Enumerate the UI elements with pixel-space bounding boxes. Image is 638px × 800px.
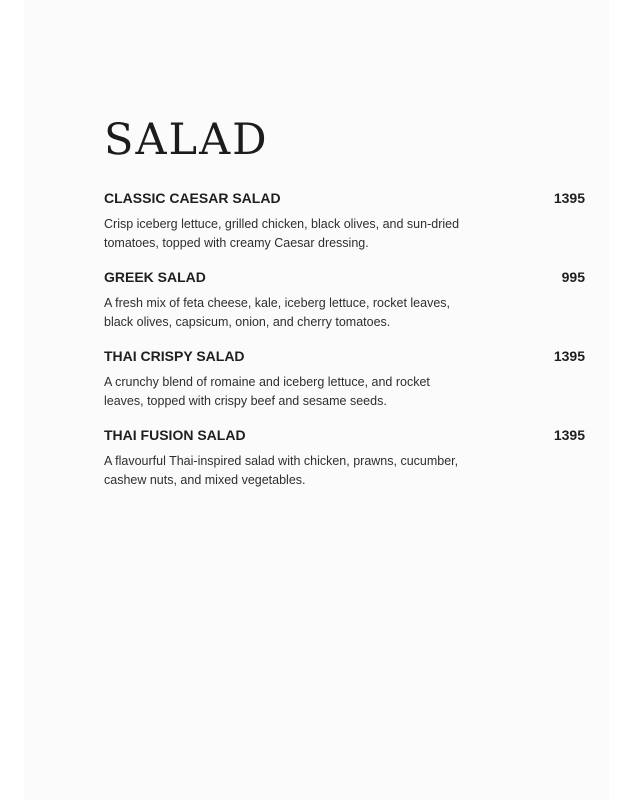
menu-item-description: A crunchy blend of romaine and iceberg lettuce, and rocket leaves, topped with crispy beef and sesame seeds. [104, 375, 430, 408]
menu-item-header [104, 348, 587, 372]
section-title: SALAD [104, 115, 269, 165]
menu-item [104, 269, 587, 332]
menu-page [24, 0, 609, 800]
menu-item-description: A flavourful Thai-inspired salad with chicken, prawns, cucumber, cashew nuts, and mixed vegetables. [104, 454, 459, 487]
menu-item-name: THAI FUSION SALAD [104, 427, 246, 443]
menu-item-name: GREEK SALAD [104, 269, 206, 285]
menu-item-price: 995 [561, 269, 585, 285]
menu-item [104, 348, 587, 411]
menu-item-description: A fresh mix of feta cheese, kale, iceberg lettuce, rocket leaves, black olives, capsicum, onion, and cherry tomatoes. [104, 296, 451, 329]
menu-item-name: THAI CRISPY SALAD [104, 348, 245, 364]
menu-item-price: 1395 [553, 427, 585, 443]
menu-item-price: 1395 [553, 348, 585, 364]
menu-item-name: CLASSIC CAESAR SALAD [104, 190, 281, 206]
menu-item-header [104, 269, 587, 293]
menu-item-price: 1395 [553, 190, 585, 206]
salad-menu-section [104, 114, 587, 506]
menu-item-description: Crisp iceberg lettuce, grilled chicken, black olives, and sun-dried tomatoes, topped with creamy Caesar dressing. [104, 217, 460, 250]
menu-item-header [104, 427, 587, 451]
menu-item [104, 427, 587, 490]
menu-item-header [104, 190, 587, 214]
menu-item [104, 190, 587, 253]
